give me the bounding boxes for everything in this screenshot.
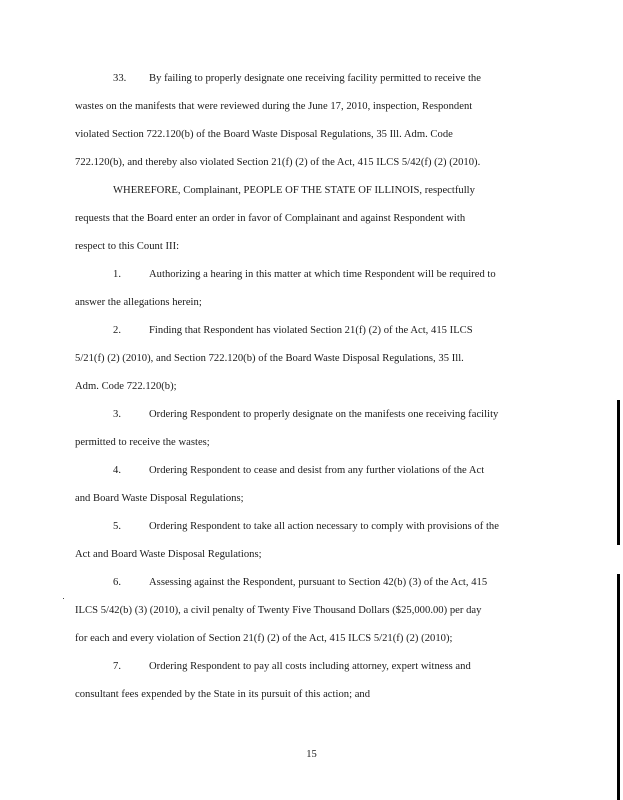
item-4-line-2: and Board Waste Disposal Regulations; <box>75 493 244 504</box>
item-4-text-1: Ordering Respondent to cease and desist from any further violations of the Act <box>149 465 485 476</box>
para-33-line-3: violated Section 722.120(b) of the Board Waste Disposal Regulations, 35 Ill. Adm. Code <box>75 129 453 140</box>
wherefore-line-2: requests that the Board enter an order in favor of Complainant and against Respondent with <box>75 213 466 224</box>
item-2-number: 2. <box>113 325 121 336</box>
item-5-number: 5. <box>113 521 121 532</box>
item-1-line-2: answer the allegations herein; <box>75 297 202 308</box>
para-33-line-2: wastes on the manifests that were reviewed during the June 17, 2010, inspection, Respondent <box>75 101 473 112</box>
item-3-line-1 <box>113 408 498 421</box>
scan-edge-mark-lower <box>617 574 620 800</box>
para-33-line-4: 722.120(b), and thereby also violated Section 21(f) (2) of the Act, 415 ILCS 5/42(f) (2) (2010). <box>75 157 481 168</box>
item-7-line-1 <box>113 660 471 673</box>
item-6-line-2: ILCS 5/42(b) (3) (2010), a civil penalty of Twenty Five Thousand Dollars ($25,000.00) per day <box>75 605 482 616</box>
item-7-number: 7. <box>113 661 121 672</box>
item-6-line-1 <box>113 576 487 589</box>
wherefore-line-1: WHEREFORE, Complainant, PEOPLE OF THE STATE OF ILLINOIS, respectfully <box>113 185 475 196</box>
para-33-line-1 <box>113 72 481 85</box>
para-33-text-1: By failing to properly designate one receiving facility permitted to receive the <box>149 73 481 84</box>
item-6-text-1: Assessing against the Respondent, pursuant to Section 42(b) (3) of the Act, 415 <box>149 577 488 588</box>
item-7-line-2: consultant fees expended by the State in its pursuit of this action; and <box>75 689 371 700</box>
item-1-text-1: Authorizing a hearing in this matter at which time Respondent will be required to <box>149 269 496 280</box>
item-5-line-1 <box>113 520 499 533</box>
item-5-text-1: Ordering Respondent to take all action necessary to comply with provisions of the <box>149 521 499 532</box>
item-6-line-3: for each and every violation of Section 21(f) (2) of the Act, 415 ILCS 5/21(f) (2) (2010); <box>75 633 453 644</box>
item-3-text-1: Ordering Respondent to properly designate on the manifests one receiving facility <box>149 409 499 420</box>
scan-speck <box>63 598 64 599</box>
item-4-line-1 <box>113 464 484 477</box>
wherefore-line-3: respect to this Count III: <box>75 241 180 252</box>
scan-edge-mark <box>617 400 620 545</box>
item-1-line-1 <box>113 268 496 281</box>
item-2-line-2: 5/21(f) (2) (2010), and Section 722.120(b) of the Board Waste Disposal Regulations, 35 Ill. <box>75 353 464 364</box>
item-7-text-1: Ordering Respondent to pay all costs including attorney, expert witness and <box>149 661 471 672</box>
page-number: 15 <box>306 749 317 760</box>
item-2-line-1 <box>113 324 473 337</box>
item-3-line-2: permitted to receive the wastes; <box>75 437 210 448</box>
item-2-text-1: Finding that Respondent has violated Section 21(f) (2) of the Act, 415 ILCS <box>149 325 473 336</box>
item-2-line-3: Adm. Code 722.120(b); <box>75 381 177 392</box>
item-5-line-2: Act and Board Waste Disposal Regulations; <box>75 549 262 560</box>
item-3-number: 3. <box>113 409 121 420</box>
item-4-number: 4. <box>113 465 121 476</box>
item-1-number: 1. <box>113 269 121 280</box>
para-33-number: 33. <box>113 73 127 84</box>
item-6-number: 6. <box>113 577 121 588</box>
